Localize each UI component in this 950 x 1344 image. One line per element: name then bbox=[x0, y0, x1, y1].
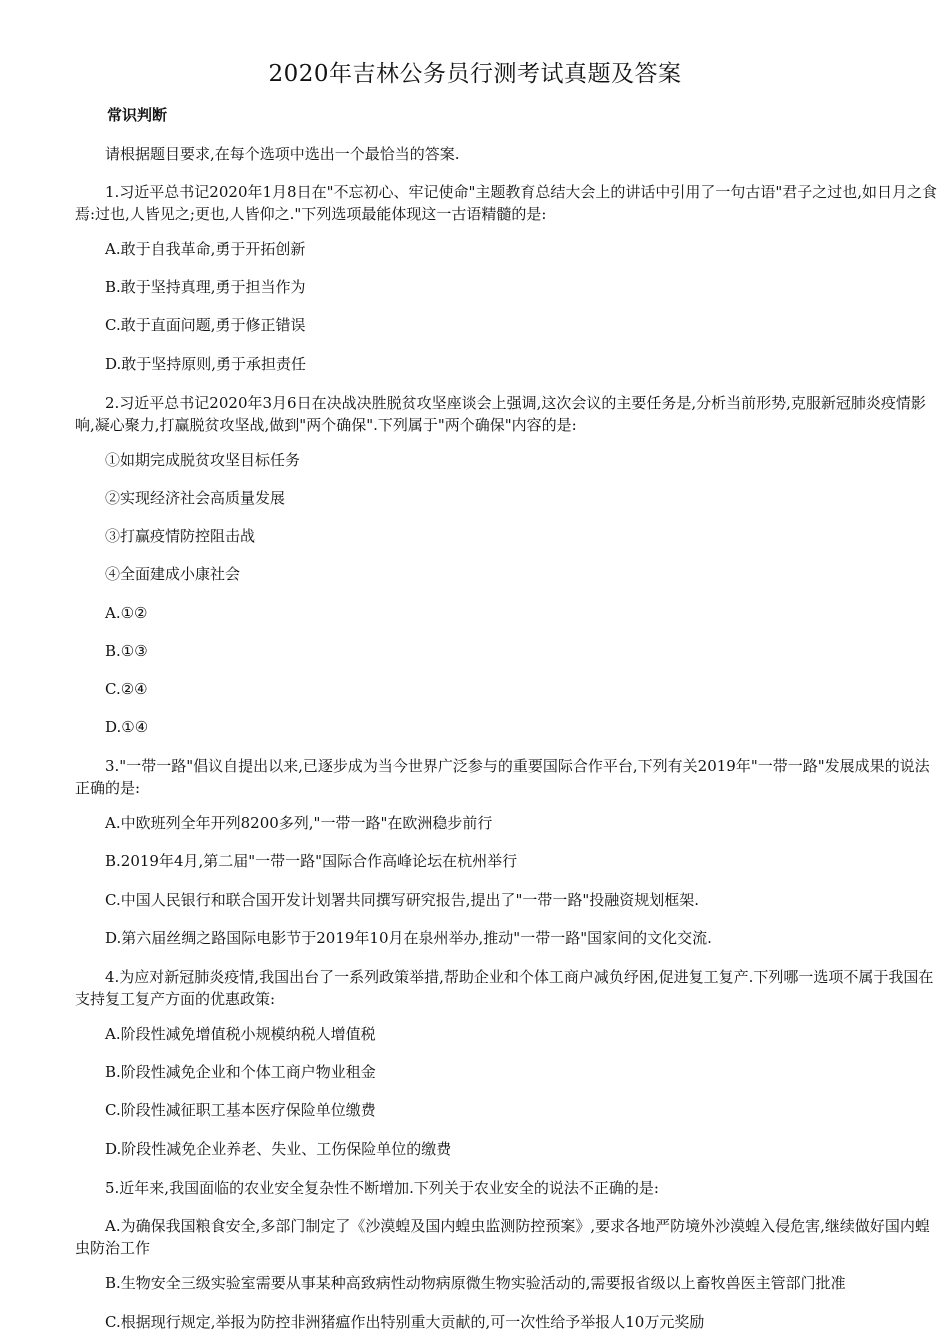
question-2-item-3: ③打赢疫情防控阻击战 bbox=[105, 527, 256, 545]
question-2-item-4: ④全面建成小康社会 bbox=[105, 565, 241, 583]
question-4-option-c: C.阶段性减征职工基本医疗保险单位缴费 bbox=[105, 1101, 376, 1119]
question-1-option-d: D.敢于坚持原则,勇于承担责任 bbox=[105, 355, 307, 373]
question-3-option-b: B.2019年4月,第二届"一带一路"国际合作高峰论坛在杭州举行 bbox=[105, 852, 518, 870]
section-heading: 常识判断 bbox=[107, 106, 168, 124]
question-2-option-c: C.②④ bbox=[105, 680, 148, 698]
question-1-stem: 1.习近平总书记2020年1月8日在"不忘初心、牢记使命"主题教育总结大会上的讲话中引用了一句古语"君子之过也,如日月之食焉:过也,人皆见之;更也,人皆仰之."下列选项最能体现这一古语精髓的是: bbox=[75, 183, 938, 223]
question-2-option-b: B.①③ bbox=[105, 642, 148, 660]
question-5-option-a: A.为确保我国粮食安全,多部门制定了《沙漠蝗及国内蝗虫监测防控预案》,要求各地严防境外沙漠蝗入侵危害,继续做好国内蝗虫防治工作 bbox=[75, 1217, 930, 1257]
question-2-stem: 2.习近平总书记2020年3月6日在决战决胜脱贫攻坚座谈会上强调,这次会议的主要任务是,分析当前形势,克服新冠肺炎疫情影响,凝心聚力,打赢脱贫攻坚战,做到"两个确保".下列属于"两个确保"内容的是: bbox=[75, 394, 926, 434]
question-4-option-d: D.阶段性减免企业养老、失业、工伤保险单位的缴费 bbox=[105, 1140, 452, 1158]
question-3-option-d: D.第六届丝绸之路国际电影节于2019年10月在泉州举办,推动"一带一路"国家间的文化交流. bbox=[105, 929, 712, 947]
question-2-option-d: D.①④ bbox=[105, 718, 149, 736]
question-5-stem: 5.近年来,我国面临的农业安全复杂性不断增加.下列关于农业安全的说法不正确的是: bbox=[105, 1179, 659, 1197]
question-1-option-c: C.敢于直面问题,勇于修正错误 bbox=[105, 316, 306, 334]
question-1-option-b: B.敢于坚持真理,勇于担当作为 bbox=[105, 278, 306, 296]
question-5-option-c: C.根据现行规定,举报为防控非洲猪瘟作出特别重大贡献的,可一次性给予举报人10万元奖励 bbox=[105, 1313, 705, 1331]
question-4-option-a: A.阶段性减免增值税小规模纳税人增值税 bbox=[105, 1025, 376, 1043]
question-1-option-a: A.敢于自我革命,勇于开拓创新 bbox=[105, 240, 306, 258]
question-3-stem: 3."一带一路"倡议自提出以来,已逐步成为当今世界广泛参与的重要国际合作平台,下列有关2019年"一带一路"发展成果的说法正确的是: bbox=[75, 757, 930, 797]
question-4-stem: 4.为应对新冠肺炎疫情,我国出台了一系列政策举措,帮助企业和个体工商户减负纾困,促进复工复产.下列哪一选项不属于我国在支持复工复产方面的优惠政策: bbox=[75, 968, 934, 1008]
question-2-item-1: ①如期完成脱贫攻坚目标任务 bbox=[105, 451, 301, 469]
question-3-option-a: A.中欧班列全年开列8200多列,"一带一路"在欧洲稳步前行 bbox=[105, 814, 493, 832]
question-3-option-c: C.中国人民银行和联合国开发计划署共同撰写研究报告,提出了"一带一路"投融资规划框架. bbox=[105, 891, 700, 909]
instruction-text: 请根据题目要求,在每个选项中选出一个最恰当的答案. bbox=[105, 145, 460, 163]
question-4-option-b: B.阶段性减免企业和个体工商户物业租金 bbox=[105, 1063, 376, 1081]
document-title: 2020年吉林公务员行测考试真题及答案 bbox=[268, 61, 682, 87]
question-2-item-2: ②实现经济社会高质量发展 bbox=[105, 489, 286, 507]
question-2-option-a: A.①② bbox=[105, 604, 148, 622]
question-5-option-b: B.生物安全三级实验室需要从事某种高致病性动物病原微生物实验活动的,需要报省级以上畜牧兽医主管部门批准 bbox=[105, 1274, 846, 1292]
